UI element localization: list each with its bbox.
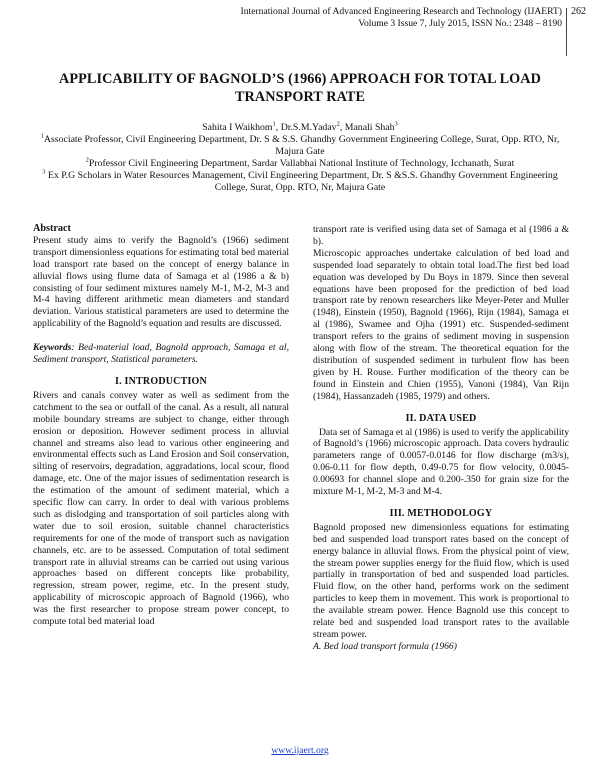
- section-heading-data-used: II. DATA USED: [405, 412, 477, 424]
- keywords-label: Keywords: [33, 342, 72, 354]
- affiliation: $^3$ Ex P.G Scholars in Water Resources Management, Civil Engineering Department, Dr. S &S.S. Ghandhy Government Engineering College, Surat, Opp. RTO, Nr, Majura Gate: [42, 168, 558, 193]
- microscopic-paragraph: Microscopic approaches undertake calculation of bed load and suspended load separately to obtain total load.The first bed load equation was developed by Du Boys in 1879. Since then several equations have been proposed for the prediction of bed load transport rate by renown researchers like Meyer-Peter and Muller (1948), Einstein (1950), Bagnold (1966), Rijn (1984), Samaga et al (1986), Swamee and Ojha (1991) etc. Suspended-sediment transport refers to the grains of sediment moving in suspension along with flow of the stream. The theoretical equation for the distribution of suspended sediment in turbulent flow has been given by H. Rouse. Further modification of the theory can be found in Einstein and Chien (1955), Vanoni (1984), Van Rijn (1984), Hassanzadeh (1985, 1979) and others.: [313, 247, 569, 402]
- journal-header: [150, 6, 562, 30]
- methodology-text: Bagnold proposed new dimensionless equations for estimating bed and suspended load transport rates based on the concept of energy balance in alluvial flows. From the physical point of view, the stream power supplies energy for the fluid flow, which is used partially in transportation of bed and suspended load particles. Fluid flow, on the other hand, performs work on the sediment particles to keep them in movement. This work is proportional to the available stream power. Hence Bagnold use this concept to relate bed and suspended load transport rates to the available stream power.: [313, 521, 569, 640]
- journal-name: International Journal of Advanced Engineering Research and Technology (IJAERT): [240, 6, 562, 17]
- author-block: [30, 122, 570, 194]
- subsection-heading: A. Bed load transport formula (1966): [313, 640, 457, 652]
- paper-title: [30, 70, 570, 106]
- author-name: Sahita I Waikhom: [202, 122, 273, 133]
- header-divider: [566, 8, 567, 56]
- abstract-text: Present study aims to verify the Bagnold’s (1966) sediment transport dimensionless equations for estimating total bed material load transport rate based on the concept of energy balance in alluvial flows using flume data of Samaga et al (1986 a & b) consisting of four sediment mixtures namely M-1, M-2, M-3 and M-4 having different arithmetic mean diameters and standard deviation. Various statistical parameters are used to determine the applicability of the Bagnold’s equation and results are discussed.: [33, 234, 289, 330]
- left-column: [33, 223, 289, 628]
- abstract-heading: Abstract: [33, 223, 71, 234]
- author-name: Manali Shah: [344, 122, 395, 133]
- author-names: Sahita I Waikhom$^1$, Dr.S.M.Yadav$^2$, Manali Shah$^3$: [202, 120, 398, 133]
- introduction-text: Rivers and canals convey water as well as sediment from the catchment to the sea or outfall of the canal. As a result, all natural mobile boundary streams are subject to change, either through erosion or deposition. However sediment process in alluvial channel and streams also lead to various other engineering and environmental effects such as Land Erosion and Soil conservation, silting of reservoirs, degradation, aggradations, local scour, flood damage, etc. One of the major issues of sedimentation research is the estimation of the amount of sediment material, which a specific flow can carry. In order to deal with various problems such as dislodging and transportation of soil particles along with water due to soil erosion, suitable channel characteristics requirements for one of the mode of transport such as navigation channels, etc. are to be assessed. Computation of total sediment transport rate in alluvial streams can be carried out using various approaches based on different concepts like probability, regression, stream power, regime, etc. In the present study, applicability of microscopic approach of Bagnold (1966), who was the first researcher to propose stream power concept, to compute total bed material load: [33, 389, 289, 628]
- data-used-text: Data set of Samaga et al (1986) is used to verify the applicability of Bagnold’s (1966) microscopic approach. Data covers hydraulic parameters range of 0.0057-0.0146 for flow discharge (m3/s), 0.06-0.11 for flow depth, 0.49-0.75 for flow velocity, 0.0045-0.00693 for channel slope and 0.200-.350 for grain size for the mixture M-1, M-2, M-3 and M-4.: [313, 426, 569, 498]
- section-heading-introduction: I. INTRODUCTION: [115, 375, 207, 387]
- affiliation: $^2$Professor Civil Engineering Department, Sardar Vallabhai National Institute of Technology, Icchanath, Surat: [85, 156, 515, 169]
- keywords-text: : Bed-material load, Bagnold approach, Samaga et al, Sediment transport, Statistical parameters.: [33, 342, 289, 366]
- right-column: [313, 224, 569, 653]
- keywords: [33, 342, 289, 366]
- section-heading-methodology: III. METHODOLOGY: [389, 507, 493, 519]
- title-line-1: APPLICABILITY OF BAGNOLD’S (1966) APPROACH FOR TOTAL LOAD: [59, 71, 541, 87]
- footer-website-link[interactable]: www.ijaert.org: [271, 745, 329, 756]
- author-name: Dr.S.M.Yadav: [280, 122, 337, 133]
- title-line-2: TRANSPORT RATE: [234, 89, 366, 105]
- affiliation: $^1$Associate Professor, Civil Engineering Department, Dr. S & S.S. Ghandhy Government Engineering College, Surat, Opp. RTO, Nr, Majura Gate: [40, 132, 560, 157]
- page-number: 262: [571, 6, 586, 17]
- journal-volume: Volume 3 Issue 7, July 2015, ISSN No.: 2348 – 8190: [358, 18, 562, 29]
- introduction-continuation: transport rate is verified using data set of Samaga et al (1986 a & b).: [313, 224, 569, 247]
